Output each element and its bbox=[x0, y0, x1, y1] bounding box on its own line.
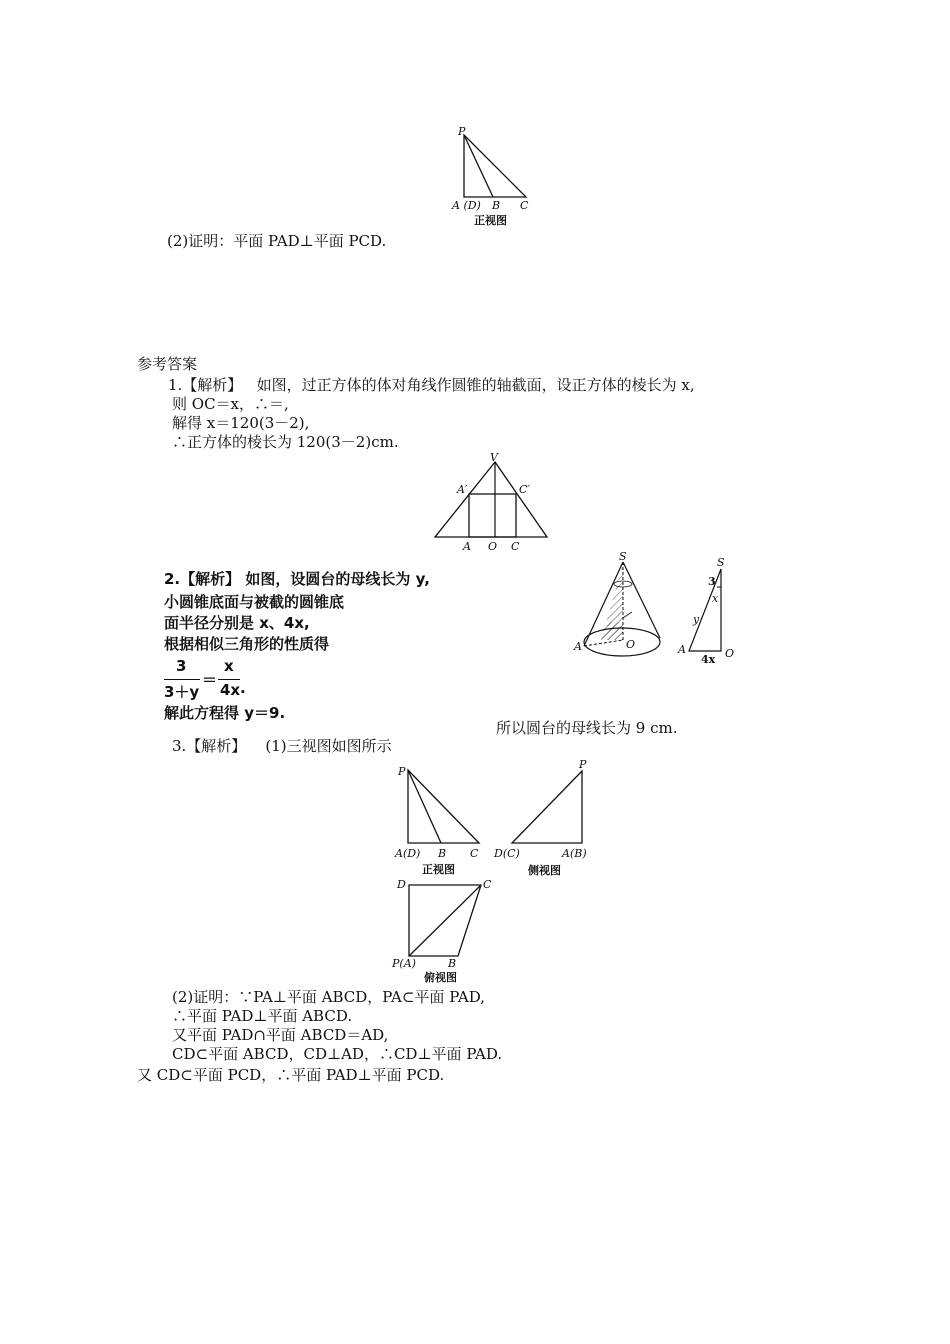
label-c: C bbox=[511, 540, 520, 553]
cube-section bbox=[469, 494, 516, 537]
front-pb-line bbox=[408, 770, 441, 843]
cone-figure bbox=[570, 550, 680, 665]
label-o: O bbox=[488, 540, 498, 553]
answer2-line4: 根据相似三角形的性质得 bbox=[164, 635, 330, 653]
answer1-line4: ∴正方体的棱长为 120(3－2)cm. bbox=[172, 433, 399, 451]
three-view-side bbox=[490, 757, 600, 877]
front-label-p: P bbox=[398, 765, 406, 778]
frac-period: . bbox=[240, 679, 246, 697]
question-part2: (2)证明：平面 PAD⊥平面 PCD. bbox=[167, 232, 387, 250]
answer3-body: (1)三视图如图所示 bbox=[265, 737, 392, 755]
answer3-line1 bbox=[172, 737, 392, 756]
front-triangle bbox=[408, 770, 479, 843]
answer1-head: 1.【解析】 bbox=[168, 376, 243, 394]
frac-equals: ＝ bbox=[202, 671, 218, 689]
tri-label-4x: 4x bbox=[701, 653, 716, 666]
answer2-line2: 小圆锥底面与被截的圆锥底 bbox=[164, 593, 345, 611]
label-v: V bbox=[490, 451, 498, 464]
answer2-line3: 面半径分别是 x、4x, bbox=[164, 614, 310, 632]
label-ad: A (D) bbox=[452, 199, 481, 212]
tri-label-o: O bbox=[725, 647, 735, 660]
answer3-proof5: 又 CD⊂平面 PCD，∴平面 PAD⊥平面 PCD. bbox=[137, 1066, 445, 1084]
frac-left-den: 3＋y bbox=[164, 683, 200, 701]
frac-left-bar bbox=[164, 679, 200, 680]
caption-front-view: 正视图 bbox=[474, 214, 507, 227]
answer3-proof4: CD⊂平面 ABCD，CD⊥AD，∴CD⊥平面 PAD. bbox=[172, 1045, 503, 1063]
top-caption: 俯视图 bbox=[424, 971, 457, 984]
small-radius bbox=[623, 612, 632, 618]
side-triangle bbox=[512, 771, 582, 843]
fraction-equation bbox=[164, 657, 254, 701]
top-label-c: C bbox=[483, 878, 492, 891]
cone-triangle bbox=[435, 462, 547, 537]
cone-radius bbox=[584, 640, 623, 646]
frac-right-den: 4x bbox=[220, 681, 241, 699]
answer1-line1 bbox=[168, 376, 695, 395]
front-caption: 正视图 bbox=[422, 863, 455, 876]
cone-label-s: S bbox=[619, 550, 627, 563]
answer1-line3: 解得 x＝120(3－2), bbox=[172, 414, 310, 432]
cone-label-o: O bbox=[626, 638, 636, 651]
label-a: A bbox=[463, 540, 471, 553]
similar-triangle-figure bbox=[675, 555, 745, 665]
label-c-prime: C′ bbox=[519, 483, 530, 496]
answer3-proof2: ∴平面 PAD⊥平面 ABCD. bbox=[172, 1007, 353, 1025]
big-right-triangle bbox=[689, 569, 721, 651]
side-caption: 侧视图 bbox=[528, 864, 561, 877]
answer1-line2: 则 OC＝x，∴＝, bbox=[172, 395, 289, 413]
answer2-line5: 解此方程得 y＝9. bbox=[164, 704, 286, 722]
answer2-line6: 所以圆台的母线长为 9 cm. bbox=[496, 719, 678, 737]
front-label-c: C bbox=[470, 847, 479, 860]
answer3-head: 3.【解析】 bbox=[172, 737, 247, 755]
answer2-line1: 2.【解析】 如图，设圆台的母线长为 y, bbox=[164, 570, 430, 588]
label-b: B bbox=[492, 199, 501, 212]
tri-label-x: x bbox=[712, 592, 719, 605]
label-a-prime: A′ bbox=[457, 483, 468, 496]
cone-right-edge bbox=[623, 562, 660, 638]
cone-label-a: A bbox=[574, 640, 582, 653]
tri-label-3: 3 bbox=[708, 575, 716, 588]
side-label-p: P bbox=[579, 758, 587, 771]
pb-line bbox=[464, 135, 493, 197]
answer3-proof1: (2)证明：∵PA⊥平面 ABCD，PA⊂平面 PAD, bbox=[172, 988, 486, 1006]
tri-label-a: A bbox=[678, 643, 686, 656]
top-label-d: D bbox=[397, 878, 406, 891]
frac-left-num: 3 bbox=[176, 657, 187, 675]
answer3-proof3: 又平面 PAD∩平面 ABCD＝AD, bbox=[172, 1026, 389, 1044]
front-label-b: B bbox=[438, 847, 447, 860]
answers-heading: 参考答案 bbox=[137, 355, 198, 373]
label-c: C bbox=[520, 199, 529, 212]
tri-label-s: S bbox=[717, 556, 725, 569]
side-label-ab: A(B) bbox=[562, 847, 587, 860]
triangle-outline bbox=[464, 135, 526, 197]
top-label-b: B bbox=[448, 957, 457, 970]
answer1-body: 如图，过正方体的体对角线作圆锥的轴截面，设正方体的棱长为 x, bbox=[256, 376, 695, 394]
side-label-dc: D(C) bbox=[494, 847, 520, 860]
three-view-top bbox=[388, 873, 498, 988]
top-front-view-figure bbox=[440, 125, 550, 235]
cone-cube-cross-section-figure bbox=[425, 448, 565, 558]
front-label-ad: A(D) bbox=[395, 847, 421, 860]
label-p: P bbox=[458, 125, 466, 138]
frac-right-num: x bbox=[224, 657, 234, 675]
top-diagonal bbox=[409, 885, 481, 956]
top-label-pa: P(A) bbox=[392, 957, 416, 970]
frac-right-bar bbox=[218, 679, 240, 680]
three-view-front bbox=[392, 760, 502, 878]
tri-label-y: y bbox=[693, 613, 700, 626]
